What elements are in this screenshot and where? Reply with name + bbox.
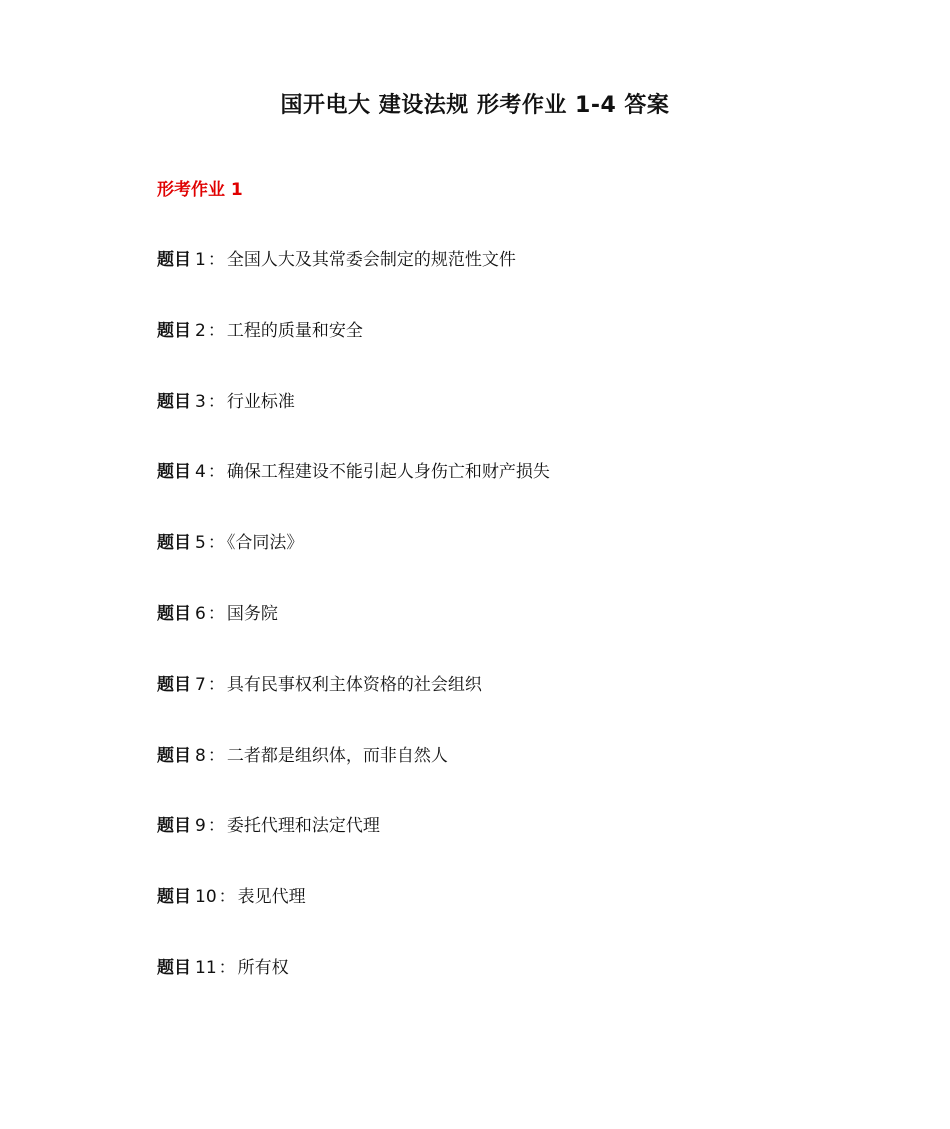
question-label: 题目: [157, 533, 191, 554]
question-item: [157, 742, 550, 813]
question-item: [157, 246, 550, 317]
question-separator: ：: [218, 957, 236, 978]
question-item: [157, 458, 550, 529]
question-number: 6: [195, 603, 206, 624]
question-item: [157, 883, 550, 954]
question-separator: ：: [207, 745, 225, 766]
question-number: 1: [195, 250, 206, 270]
question-item: [157, 954, 550, 1025]
question-item: [157, 317, 550, 388]
question-separator: ：: [207, 603, 225, 624]
question-number: 2: [195, 320, 206, 341]
question-list: [157, 246, 550, 1025]
question-answer: 《合同法》: [226, 533, 304, 554]
question-item: [157, 529, 550, 600]
question-label: 题目: [157, 887, 191, 908]
question-answer: 国务院: [226, 603, 278, 624]
question-label: 题目: [157, 745, 191, 766]
question-label: 题目: [157, 674, 191, 695]
question-separator: ：: [207, 462, 225, 483]
question-answer: 二者都是组织体，而非自然人: [226, 745, 448, 766]
question-number: 7: [195, 674, 206, 695]
question-answer: 委托代理和法定代理: [226, 816, 380, 837]
document-title: 国开电大 建设法规 形考作业 1-4 答案: [280, 93, 670, 118]
question-item: [157, 812, 550, 883]
question-number: 3: [195, 391, 206, 412]
question-answer: 全国人大及其常委会制定的规范性文件: [226, 250, 516, 270]
question-item: [157, 600, 550, 671]
section-heading: 形考作业 1: [157, 180, 243, 200]
question-label: 题目: [157, 816, 191, 837]
question-answer: 确保工程建设不能引起人身伤亡和财产损失: [226, 462, 550, 483]
question-separator: ：: [207, 250, 225, 270]
question-answer: 行业标准: [226, 391, 295, 412]
question-separator: ：: [207, 391, 225, 412]
question-number: 9: [195, 816, 206, 837]
question-answer: 具有民事权利主体资格的社会组织: [226, 674, 482, 695]
question-item: [157, 388, 550, 459]
question-label: 题目: [157, 250, 191, 270]
question-answer: 工程的质量和安全: [226, 320, 363, 341]
question-number: 8: [195, 745, 206, 766]
question-label: 题目: [157, 603, 191, 624]
question-label: 题目: [157, 957, 191, 978]
question-answer: 所有权: [237, 957, 289, 978]
question-separator: ：: [207, 816, 225, 837]
question-separator: ：: [218, 887, 236, 908]
question-number: 11: [195, 957, 217, 978]
question-number: 10: [195, 887, 217, 908]
question-separator: ：: [207, 320, 225, 341]
question-separator: ：: [207, 674, 225, 695]
question-item: [157, 671, 550, 742]
question-label: 题目: [157, 462, 191, 483]
question-label: 题目: [157, 391, 191, 412]
question-label: 题目: [157, 320, 191, 341]
question-number: 4: [195, 462, 206, 483]
question-number: 5: [195, 533, 206, 554]
question-separator: ：: [207, 533, 225, 554]
question-answer: 表见代理: [237, 887, 306, 908]
